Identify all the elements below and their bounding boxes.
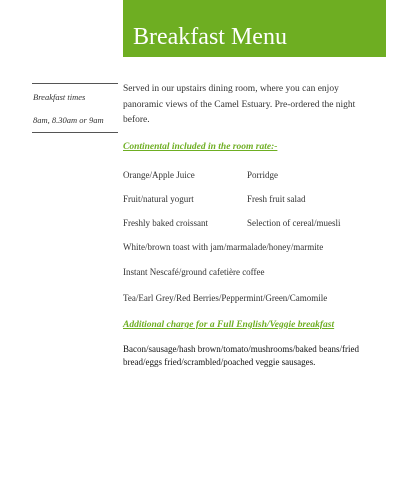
menu-item: Porridge	[247, 170, 278, 180]
additional-heading: Additional charge for a Full English/Veggie breakfast	[123, 320, 335, 330]
menu-item: Fruit/natural yogurt	[123, 194, 194, 204]
intro-paragraph: Served in our upstairs dining room, where you can enjoy panoramic views of the Camel Estuary. Pre-ordered the night before.	[123, 84, 356, 125]
menu-item: Fresh fruit salad	[247, 194, 306, 204]
page-title: Breakfast Menu	[133, 24, 287, 50]
continental-heading: Continental included in the room rate:-	[123, 142, 278, 152]
sidebar-bottom-rule	[32, 132, 118, 133]
menu-item: Tea/Earl Grey/Red Berries/Peppermint/Green/Camomile	[123, 293, 328, 303]
menu-item: Orange/Apple Juice	[123, 170, 195, 180]
menu-item: White/brown toast with jam/marmalade/honey/marmite	[123, 242, 324, 252]
breakfast-times-label: Breakfast times	[33, 92, 86, 102]
menu-item: Selection of cereal/muesli	[247, 218, 341, 228]
full-english-items: Bacon/sausage/hash brown/tomato/mushrooms/baked beans/fried bread/eggs fried/scrambled/poached veggie sausages.	[123, 344, 359, 367]
breakfast-times-value: 8am, 8.30am or 9am	[33, 115, 104, 125]
menu-item: Freshly baked croissant	[123, 218, 208, 228]
menu-item: Instant Nescafé/ground cafetière coffee	[123, 267, 265, 277]
sidebar-top-rule	[32, 83, 118, 84]
title-banner	[123, 0, 386, 57]
